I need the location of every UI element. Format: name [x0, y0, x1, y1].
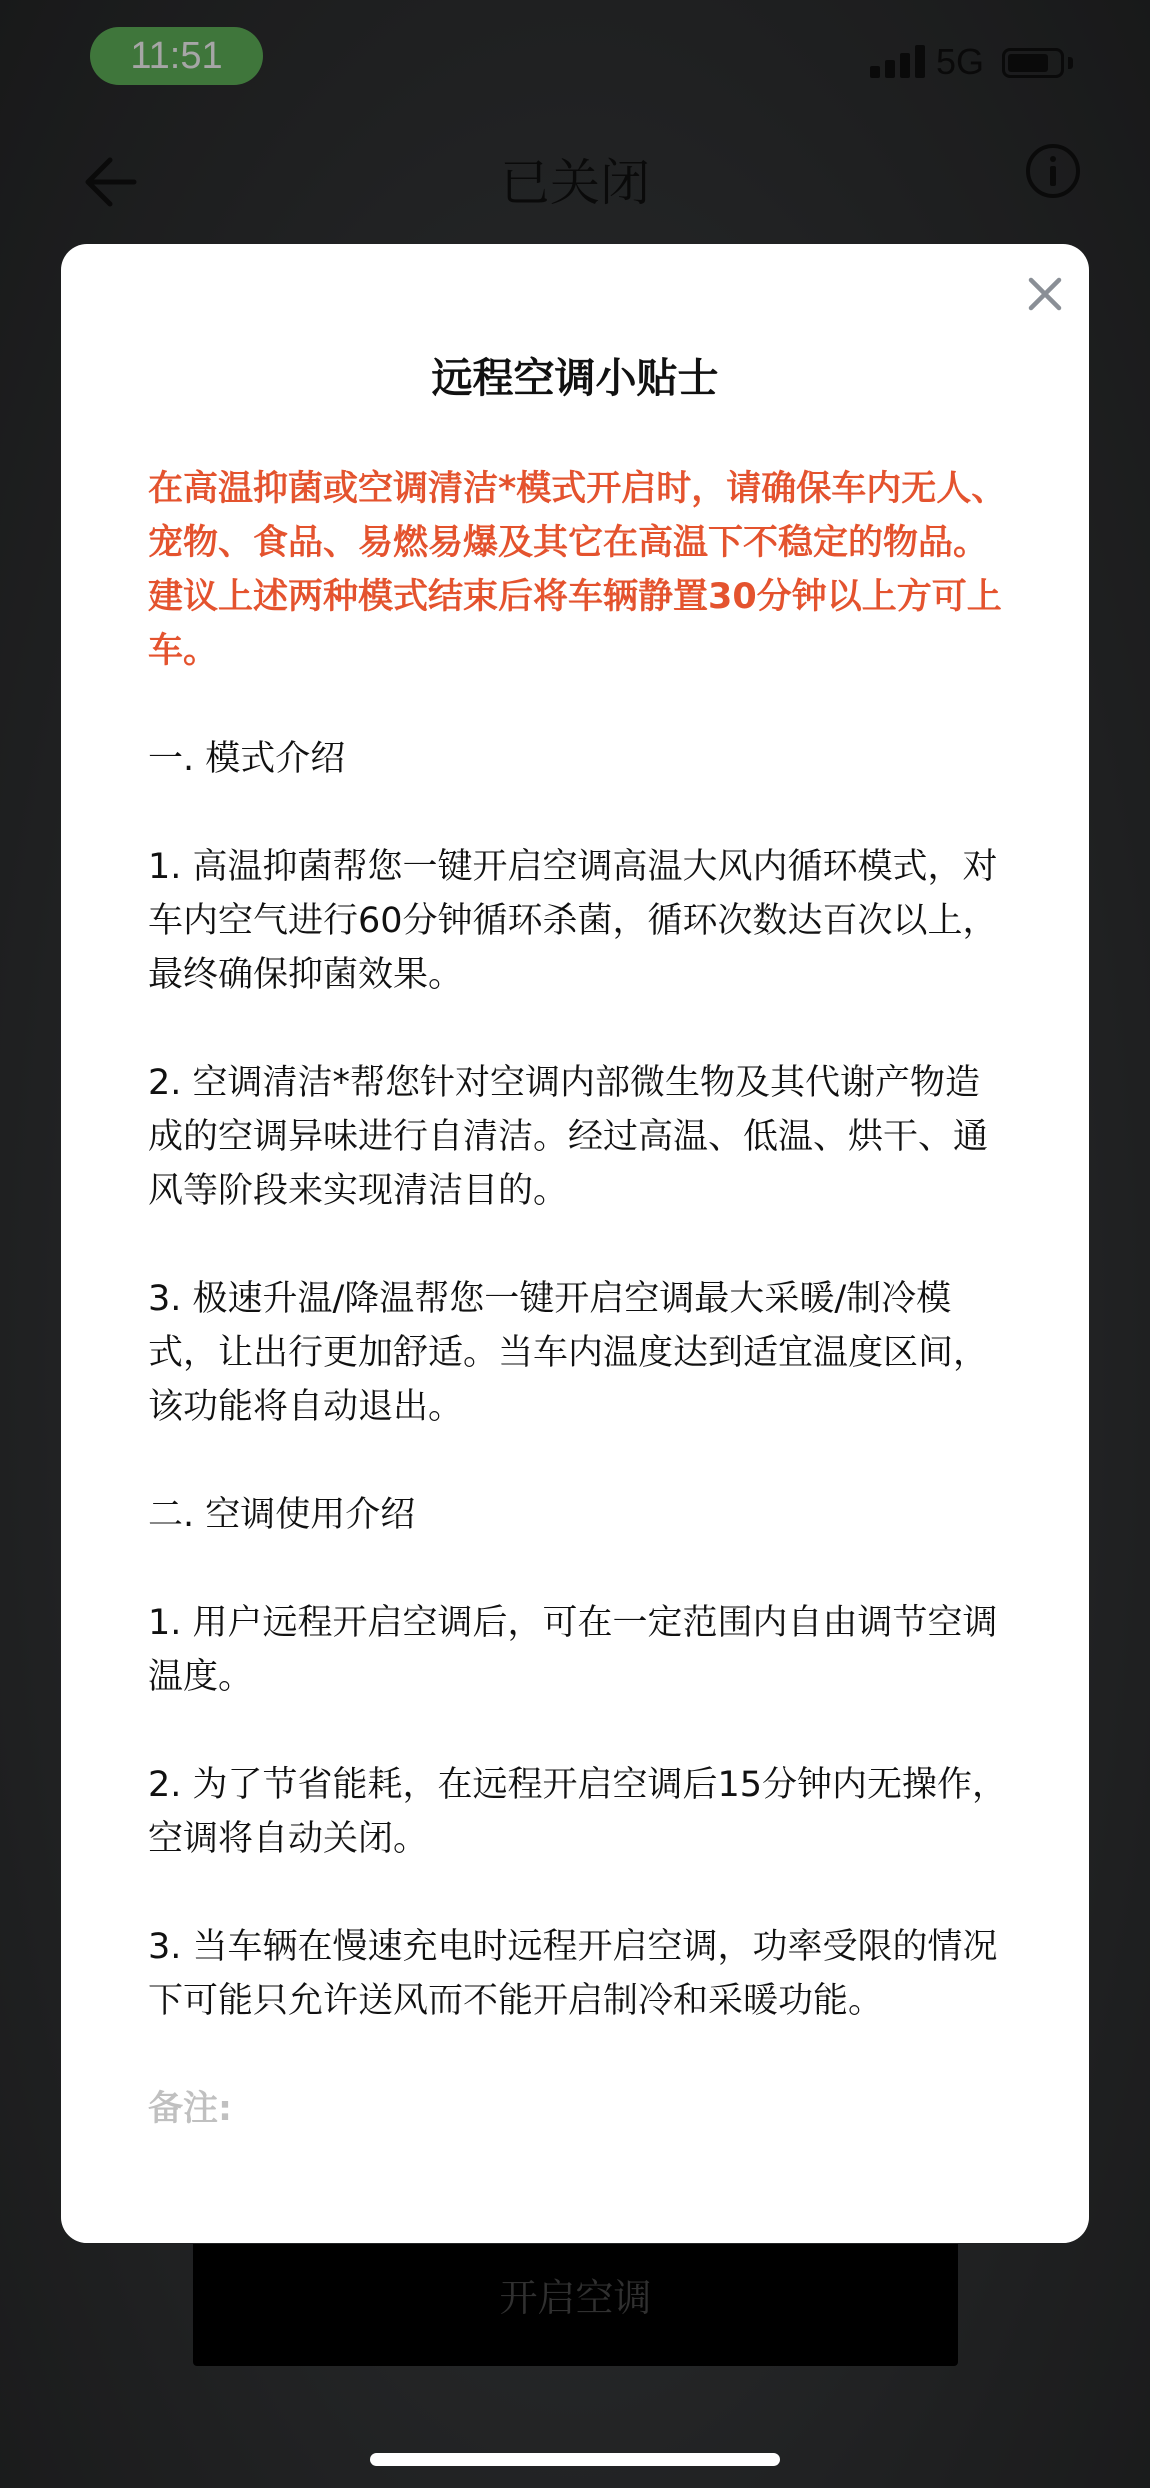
- status-time: 11:51: [90, 27, 263, 85]
- tips-modal: [61, 244, 1089, 2243]
- safety-warning: 在高温抑菌或空调清洁*模式开启时，请确保车内无人、宠物、食品、易燃易爆及其它在高温下不稳定的物品。建议上述两种模式结束后将车辆静置30分钟以上方可上车。: [148, 469, 1007, 671]
- usage-item-temperature: 1. 用户远程开启空调后，可在一定范围内自由调节空调温度。: [148, 1603, 998, 1697]
- usage-item-slow-charge: 3. 当车辆在慢速充电时远程开启空调，功率受限的情况下可能只允许送风而不能开启制冷和采暖功能。: [148, 1927, 998, 2021]
- page-title: 已关闭: [500, 154, 650, 212]
- mode-item-clean: 2. 空调清洁*帮您针对空调内部微生物及其代谢产物造成的空调异味进行自清洁。经过高温、低温、烘干、通风等阶段来实现清洁目的。: [148, 1063, 989, 1211]
- section-heading-usage: 二. 空调使用介绍: [148, 1495, 416, 1535]
- scroll-fade: [61, 2195, 1089, 2243]
- section-heading-modes: 一. 模式介绍: [148, 739, 346, 779]
- home-indicator[interactable]: [370, 2453, 780, 2466]
- close-icon[interactable]: [1023, 272, 1067, 316]
- start-ac-button: 开启空调: [193, 2244, 958, 2366]
- mode-item-rapid-temp: 3. 极速升温/降温帮您一键开启空调最大采暖/制冷模式，让出行更加舒适。当车内温度达到适宜温度区间，该功能将自动退出。: [148, 1279, 989, 1427]
- mode-item-sterilize: 1. 高温抑菌帮您一键开启空调高温大风内循环模式，对车内空气进行60分钟循环杀菌，循环次数达百次以上，最终确保抑菌效果。: [148, 847, 998, 995]
- modal-body[interactable]: [148, 462, 1008, 2222]
- usage-item-auto-off: 2. 为了节省能耗，在远程开启空调后15分钟内无操作，空调将自动关闭。: [148, 1765, 1008, 1859]
- notes-heading: 备注:: [148, 2089, 232, 2129]
- modal-title: 远程空调小贴士: [431, 354, 719, 402]
- network-type: 5G: [936, 41, 985, 82]
